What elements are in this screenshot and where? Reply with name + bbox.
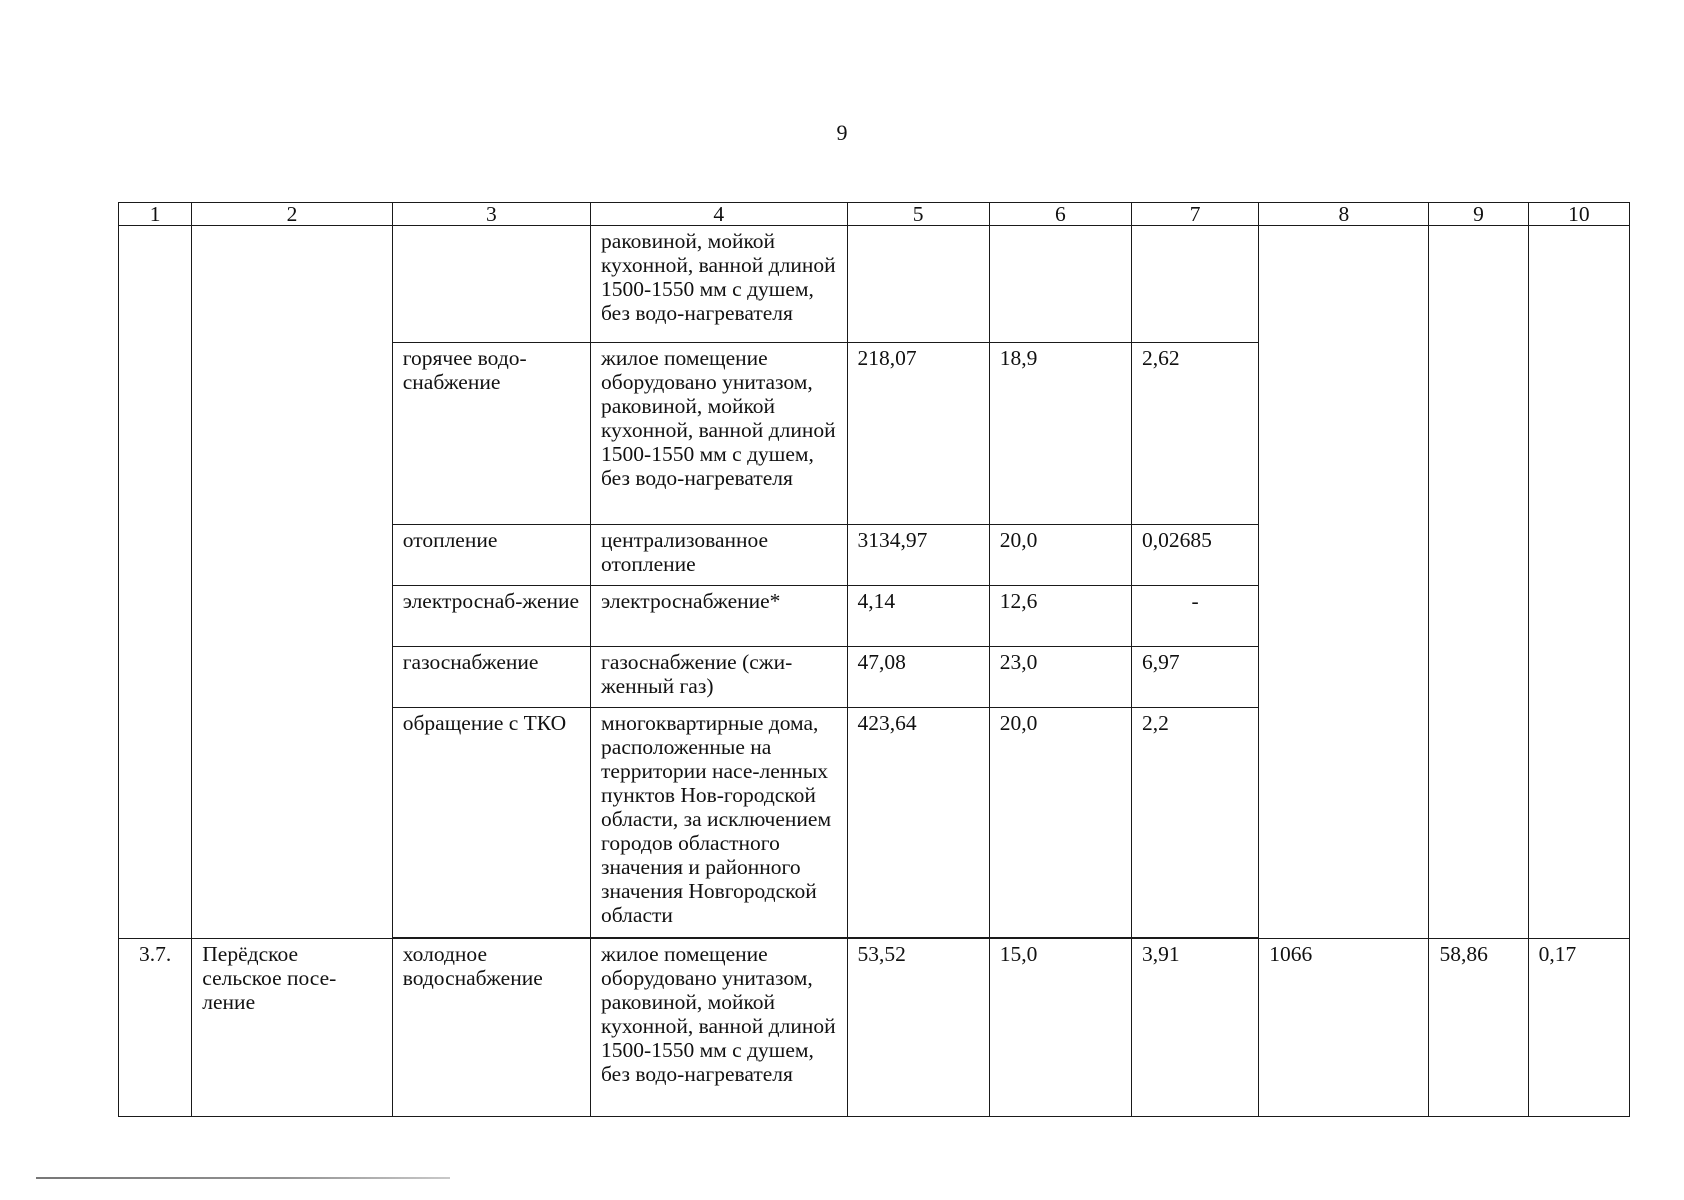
column-header-2: 2 [192,203,392,226]
footer-rule [36,1177,450,1179]
cell-service: отопление [392,525,590,586]
header-row [119,203,1630,226]
cell-c6-empty [989,226,1131,343]
cell-c5: 218,07 [847,343,989,525]
cell-c5: 47,08 [847,647,989,708]
column-header-4: 4 [591,203,848,226]
cell-c8-empty [1259,226,1429,939]
cell-c9: 58,86 [1429,939,1528,1117]
cell-service: горячее водо-снабжение [392,343,590,525]
cell-c5: 3134,97 [847,525,989,586]
column-header-5: 5 [847,203,989,226]
cell-c7: 6,97 [1132,647,1259,708]
cell-c5: 53,52 [847,939,989,1117]
column-header-3: 3 [392,203,590,226]
cell-c7: 2,2 [1132,708,1259,938]
table-row [119,226,1630,343]
cell-c8: 1066 [1259,939,1429,1117]
cell-service: электроснаб-жение [392,586,590,647]
cell-c6: 12,6 [989,586,1131,647]
cell-description: газоснабжение (сжи-женный газ) [591,647,848,708]
cell-number: 3.7. [119,939,192,1117]
tariff-table [118,202,1630,1117]
cell-c5: 4,14 [847,586,989,647]
cell-description: жилое помещение оборудовано унитазом, раковиной, мойкой кухонной, ванной длиной 1500-1550 мм с душем, без водо-нагревателя [591,939,848,1117]
cell-service: газоснабжение [392,647,590,708]
column-header-7: 7 [1132,203,1259,226]
column-header-8: 8 [1259,203,1429,226]
cell-description: многоквартирные дома, расположенные на территории насе-ленных пунктов Нов-городской области, за исключением городов областного значения и районного значения Новгородской области [591,708,848,938]
cell-description: раковиной, мойкой кухонной, ванной длиной 1500-1550 мм с душем, без водо-нагревателя [591,226,848,343]
cell-c7: 3,91 [1132,939,1259,1117]
cell-c7: 0,02685 [1132,525,1259,586]
table-row [119,939,1630,1117]
cell-description: электроснабжение* [591,586,848,647]
cell-service: холодное водоснабжение [392,939,590,1117]
cell-c5-empty [847,226,989,343]
cell-settlement-empty [192,226,392,939]
cell-description: жилое помещение оборудовано унитазом, раковиной, мойкой кухонной, ванной длиной 1500-1550 мм с душем, без водо-нагревателя [591,343,848,525]
cell-c10: 0,17 [1528,939,1629,1117]
column-header-1: 1 [119,203,192,226]
cell-c6: 18,9 [989,343,1131,525]
cell-c7-empty [1132,226,1259,343]
cell-c9-empty [1429,226,1528,939]
cell-c6: 20,0 [989,525,1131,586]
page-number: 9 [836,120,848,145]
cell-c5: 423,64 [847,708,989,938]
cell-c7: - [1132,586,1259,647]
cell-c7: 2,62 [1132,343,1259,525]
cell-number-empty [119,226,192,939]
cell-service-empty [392,226,590,343]
cell-c6: 20,0 [989,708,1131,938]
column-header-6: 6 [989,203,1131,226]
cell-service: обращение с ТКО [392,708,590,938]
cell-description: централизованное отопление [591,525,848,586]
cell-c6: 23,0 [989,647,1131,708]
cell-settlement: Перёдское сельское посе-ление [192,939,392,1117]
cell-c10-empty [1528,226,1629,939]
column-header-9: 9 [1429,203,1528,226]
cell-c6: 15,0 [989,939,1131,1117]
column-header-10: 10 [1528,203,1629,226]
